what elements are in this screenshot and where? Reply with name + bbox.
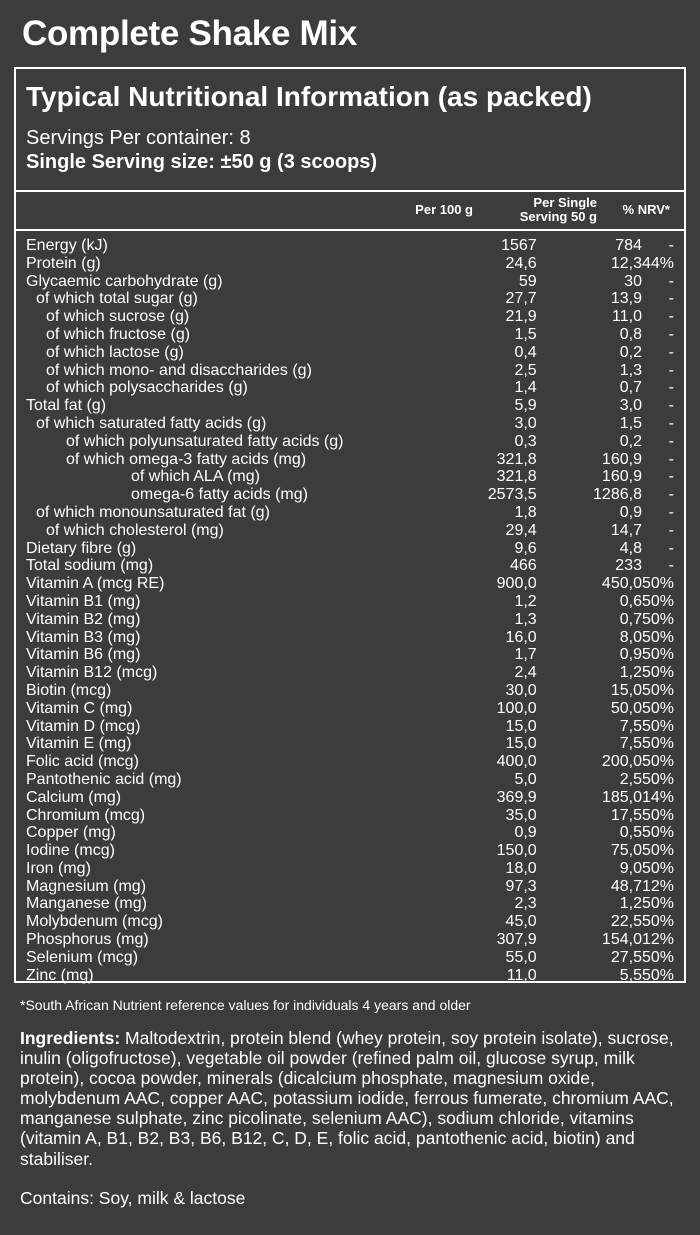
table-row (26, 646, 674, 664)
divider (16, 229, 684, 231)
per-100g-value: 29,4 (505, 521, 537, 539)
nrv-value: 50% (641, 664, 674, 682)
per-serving-value: 154,0 (601, 931, 642, 949)
table-row (26, 735, 674, 753)
per-100g-value: 45,0 (505, 913, 537, 931)
nrv-value: 50% (641, 575, 674, 593)
nutrient-name: Total fat (g) (26, 397, 107, 415)
per-100g-value: 321,8 (496, 468, 537, 486)
per-100g-value: 1,8 (514, 503, 537, 521)
nutrient-name: Manganese (mg) (26, 895, 147, 913)
nutrient-name: Iodine (mcg) (26, 842, 115, 860)
per-100g-value: 18,0 (505, 859, 537, 877)
per-serving-value: 75,0 (610, 842, 642, 860)
per-serving-value: 13,9 (610, 290, 642, 308)
per-100g-value: 1,2 (514, 592, 537, 610)
nutrient-name: Magnesium (mg) (26, 877, 147, 895)
nutrient-name: Iron (mg) (26, 859, 91, 877)
per-100g-value: 24,6 (505, 254, 537, 272)
per-100g-value: 2,3 (514, 895, 537, 913)
table-row (26, 362, 674, 380)
nutrient-name: Molybdenum (mcg) (26, 913, 163, 931)
per-serving-value: 185,0 (601, 788, 642, 806)
nutrient-name: Energy (kJ) (26, 237, 108, 254)
table-row (26, 664, 674, 682)
table-row (26, 273, 674, 291)
per-100g-value: 150,0 (496, 842, 537, 860)
per-serving-value: 1,2 (619, 664, 642, 682)
table-row (26, 575, 674, 593)
nrv-value: - (668, 343, 674, 361)
nrv-value: 50% (641, 913, 674, 931)
nutrient-name: Vitamin E (mg) (26, 735, 132, 753)
nrv-value: - (668, 237, 674, 254)
nutrient-name: Chromium (mcg) (26, 806, 146, 824)
per-serving-value: 1,3 (619, 361, 642, 379)
per-100g-value: 16,0 (505, 628, 537, 646)
per-100g-value: 21,9 (505, 308, 537, 326)
nutrient-name: Protein (g) (26, 254, 101, 272)
per-100g-value: 2,5 (514, 361, 537, 379)
nrv-value: 14% (641, 788, 674, 806)
nutrient-name: Biotin (mcg) (26, 681, 112, 699)
nutrition-panel (14, 67, 686, 983)
nrv-value: - (668, 272, 674, 290)
table-row (26, 540, 674, 558)
per-serving-value: 233 (615, 557, 642, 575)
per-100g-value: 9,6 (514, 539, 537, 557)
nutrient-name: Vitamin D (mcg) (26, 717, 141, 735)
nrv-value: - (668, 521, 674, 539)
table-row (26, 308, 674, 326)
table-row (26, 290, 674, 308)
nrv-value: 50% (641, 646, 674, 664)
nutrient-name: Vitamin B3 (mg) (26, 628, 141, 646)
per-100g-value: 15,0 (505, 735, 537, 753)
nrv-value: - (668, 308, 674, 326)
nutrient-name: of which lactose (g) (46, 343, 184, 361)
per-100g-value: 400,0 (496, 753, 537, 771)
nutrient-name: Vitamin B1 (mg) (26, 592, 141, 610)
table-row (26, 486, 674, 504)
per-100g-value: 0,4 (514, 343, 537, 361)
per-serving-value: 12,3 (610, 254, 642, 272)
nutrient-name: Dietary fibre (g) (26, 539, 137, 557)
ingredients-label: Ingredients: (20, 1028, 121, 1048)
table-row (26, 895, 674, 913)
table-row (26, 255, 674, 273)
nutrient-name: of which cholesterol (mg) (46, 521, 224, 539)
per-serving-value: 0,2 (619, 432, 642, 450)
nrv-value: 44% (641, 254, 674, 272)
nrv-value: - (668, 325, 674, 343)
per-100g-value: 35,0 (505, 806, 537, 824)
per-serving-value: 2,5 (619, 770, 642, 788)
per-serving-value: 0,5 (619, 824, 642, 842)
table-row (26, 931, 674, 949)
divider (16, 190, 684, 192)
nutrient-name: omega-6 fatty acids (mg) (131, 486, 308, 504)
nrv-value: 50% (641, 681, 674, 699)
nutrition-table (26, 237, 674, 984)
per-100g-value: 55,0 (505, 948, 537, 966)
per-100g-value: 100,0 (496, 699, 537, 717)
table-row (26, 842, 674, 860)
nutrient-name: Pantothenic acid (mg) (26, 770, 182, 788)
allergen-contains: Contains: Soy, milk & lactose (20, 1188, 246, 1208)
table-row (26, 682, 674, 700)
per-serving-value: 8,0 (619, 628, 642, 646)
per-100g-value: 11,0 (506, 966, 537, 984)
per-100g-value: 369,9 (496, 788, 537, 806)
column-header-per-serving (520, 196, 597, 224)
per-100g-value: 0,3 (514, 432, 537, 450)
product-title: Complete Shake Mix (22, 14, 357, 53)
nrv-value: 12% (641, 931, 674, 949)
column-header-nrv: % NRV* (622, 202, 670, 217)
nrv-value: 50% (641, 859, 674, 877)
per-100g-value: 307,9 (496, 931, 537, 949)
per-serving-value: 7,5 (619, 717, 642, 735)
nrv-value: 50% (641, 824, 674, 842)
per-100g-value: 466 (509, 557, 537, 575)
per-serving-value: 30 (624, 272, 642, 290)
per-serving-value: 1,2 (619, 895, 642, 913)
per-serving-value: 1,5 (619, 414, 642, 432)
per-serving-value: 11,0 (612, 308, 642, 326)
table-row (26, 468, 674, 486)
nrv-value: - (668, 539, 674, 557)
nutrient-name: Folic acid (mcg) (26, 753, 139, 771)
ingredients-text: Maltodextrin, protein blend (whey protein, soy protein isolate), sucrose, inulin (oligofructose), vegetable oil powder (refined palm oil, glucose syrup, milk protein), cocoa powder, minerals (dicalcium phosphate, magnesium oxide, molybdenum AAC, copper AAC, potassium iodide, ferrous fumerate, chromium AAC, manganese sulphate, zinc picolinate, selenium AAC), sodium chloride, vitamins (vitamin A, B1, B2, B3, B6, B12, C, D, E, folic acid, pantothenic acid, biotin) and stabiliser. (20, 1028, 674, 1169)
table-row (26, 451, 674, 469)
per-100g-value: 1,3 (514, 610, 537, 628)
table-row (26, 397, 674, 415)
ingredients (20, 1028, 685, 1169)
per-100g-value: 900,0 (496, 575, 537, 593)
nutrient-name: Vitamin B2 (mg) (26, 610, 141, 628)
per-serving-value: 7,5 (619, 735, 642, 753)
per-serving-value: 14,7 (610, 521, 642, 539)
nutrient-name: of which polyunsaturated fatty acids (g) (66, 432, 344, 450)
nutrient-name: of which mono- and disaccharides (g) (46, 361, 312, 379)
per-serving-value: 27,5 (610, 948, 642, 966)
nrv-value: - (668, 397, 674, 415)
table-row (26, 522, 674, 540)
table-row (26, 415, 674, 433)
per-serving-value: 0,6 (619, 592, 642, 610)
table-row (26, 860, 674, 878)
per-serving-value: 0,7 (619, 610, 642, 628)
nrv-value: - (668, 450, 674, 468)
table-row (26, 824, 674, 842)
table-row (26, 557, 674, 575)
per-serving-value: 15,0 (610, 681, 642, 699)
per-serving-value: 160,9 (601, 468, 642, 486)
per-serving-value: 0,7 (619, 379, 642, 397)
nutrient-name: of which monounsaturated fat (g) (36, 503, 270, 521)
table-row (26, 789, 674, 807)
per-serving-value: 9,0 (619, 859, 642, 877)
per-serving-value: 160,9 (601, 450, 642, 468)
per-serving-value: 784 (615, 237, 642, 254)
per-serving-value: 1286,8 (593, 486, 642, 504)
per-100g-value: 15,0 (505, 717, 537, 735)
column-header-per-100g: Per 100 g (415, 202, 473, 217)
column-header-per-serving-line1: Per Single (533, 195, 597, 210)
nrv-value: 50% (641, 699, 674, 717)
per-serving-value: 17,5 (610, 806, 642, 824)
nrv-value: 50% (641, 717, 674, 735)
nutrient-name: Vitamin A (mcg RE) (26, 575, 165, 593)
nutrient-name: Zinc (mg) (26, 966, 94, 984)
table-row (26, 326, 674, 344)
per-serving-value: 0,2 (619, 343, 642, 361)
table-row (26, 949, 674, 967)
nrv-value: 50% (641, 770, 674, 788)
table-row (26, 433, 674, 451)
nrv-value: 50% (641, 628, 674, 646)
nrv-value: - (668, 432, 674, 450)
nutrient-name: of which polysaccharides (g) (46, 379, 248, 397)
per-serving-value: 48,7 (610, 877, 642, 895)
nutrient-name: Vitamin C (mg) (26, 699, 133, 717)
table-row (26, 771, 674, 789)
per-100g-value: 59 (518, 272, 537, 290)
column-header-per-serving-line2: Serving 50 g (519, 209, 597, 224)
nrv-value: - (668, 290, 674, 308)
per-serving-value: 3,0 (619, 397, 642, 415)
per-100g-value: 1,5 (514, 325, 537, 343)
nrv-value: 50% (641, 753, 674, 771)
table-row (26, 753, 674, 771)
nrv-value: - (668, 557, 674, 575)
nrv-value: 50% (641, 966, 674, 984)
per-serving-value: 450,0 (601, 575, 642, 593)
table-row (26, 379, 674, 397)
servings-per-container: Servings Per container: 8 (26, 127, 251, 149)
nutrient-name: of which sucrose (g) (46, 308, 190, 326)
nrv-value: - (668, 379, 674, 397)
per-100g-value: 97,3 (505, 877, 537, 895)
nutrient-name: Vitamin B6 (mg) (26, 646, 141, 664)
nutrition-table-body (26, 237, 674, 984)
per-100g-value: 3,0 (514, 414, 537, 432)
table-row (26, 700, 674, 718)
per-100g-value: 1567 (501, 237, 537, 254)
nutrition-heading: Typical Nutritional Information (as packed) (26, 81, 592, 112)
table-row (26, 967, 674, 985)
per-100g-value: 0,9 (514, 824, 537, 842)
nutrient-name: Vitamin B12 (mcg) (26, 664, 158, 682)
nrv-value: - (668, 414, 674, 432)
per-100g-value: 30,0 (505, 681, 537, 699)
nrv-value: 12% (641, 877, 674, 895)
table-row (26, 807, 674, 825)
nrv-value: 50% (641, 592, 674, 610)
per-serving-value: 50,0 (610, 699, 642, 717)
nutrient-name: of which omega-3 fatty acids (mg) (66, 450, 307, 468)
nrv-value: - (668, 503, 674, 521)
nutrient-name: of which fructose (g) (46, 325, 191, 343)
nrv-footnote: *South African Nutrient reference values for individuals 4 years and older (20, 997, 471, 1013)
per-serving-value: 0,8 (619, 325, 642, 343)
nutrient-name: Selenium (mcg) (26, 948, 139, 966)
table-row (26, 344, 674, 362)
per-100g-value: 5,0 (514, 770, 537, 788)
nrv-value: - (668, 486, 674, 504)
nrv-value: 50% (641, 842, 674, 860)
nutrient-name: Total sodium (mg) (26, 557, 154, 575)
table-row (26, 878, 674, 896)
per-100g-value: 1,7 (514, 646, 537, 664)
serving-size: Single Serving size: ±50 g (3 scoops) (26, 151, 378, 173)
per-100g-value: 2,4 (514, 664, 537, 682)
per-100g-value: 1,4 (514, 379, 537, 397)
per-serving-value: 22,5 (610, 913, 642, 931)
per-100g-value: 27,7 (505, 290, 537, 308)
table-row (26, 629, 674, 647)
per-100g-value: 5,9 (514, 397, 537, 415)
per-serving-value: 5,5 (619, 966, 642, 984)
per-serving-value: 4,8 (619, 539, 642, 557)
nutrient-name: Phosphorus (mg) (26, 931, 149, 949)
nutrient-name: Calcium (mg) (26, 788, 122, 806)
per-serving-value: 200,0 (601, 753, 642, 771)
nrv-value: 50% (641, 735, 674, 753)
nrv-value: - (668, 468, 674, 486)
nrv-value: 50% (641, 948, 674, 966)
nrv-value: - (668, 361, 674, 379)
nutrient-name: of which total sugar (g) (36, 290, 198, 308)
nutrient-name: of which ALA (mg) (131, 468, 260, 486)
table-row (26, 611, 674, 629)
nrv-value: 50% (641, 610, 674, 628)
nutrient-name: of which saturated fatty acids (g) (36, 414, 267, 432)
per-100g-value: 321,8 (496, 450, 537, 468)
table-row (26, 593, 674, 611)
table-row (26, 913, 674, 931)
per-serving-value: 0,9 (619, 503, 642, 521)
nrv-value: 50% (641, 895, 674, 913)
table-row (26, 504, 674, 522)
nutrient-name: Glycaemic carbohydrate (g) (26, 272, 223, 290)
table-row (26, 718, 674, 736)
per-100g-value: 2573,5 (487, 486, 537, 504)
table-row (26, 237, 674, 255)
per-serving-value: 0,9 (619, 646, 642, 664)
nutrient-name: Copper (mg) (26, 824, 116, 842)
nrv-value: 50% (641, 806, 674, 824)
